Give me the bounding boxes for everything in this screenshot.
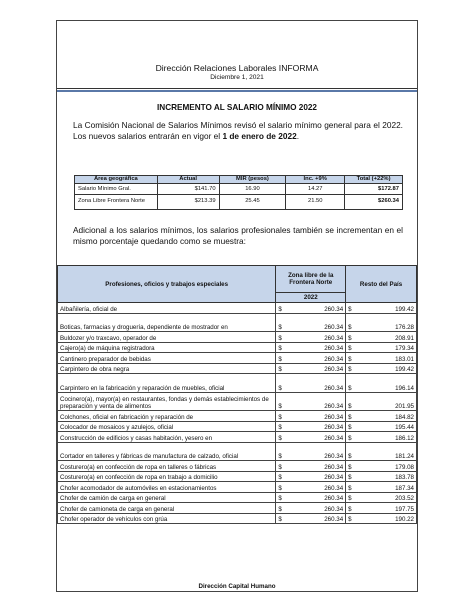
rest-wage-cell — [346, 492, 417, 503]
rest-wage-cell — [346, 303, 417, 314]
currency-symbol: $ — [278, 463, 282, 471]
wage-value: 260.34 — [324, 324, 344, 332]
currency-symbol: $ — [348, 474, 352, 482]
table-row — [58, 513, 417, 524]
zlfn-wage-cell — [276, 313, 346, 332]
currency-symbol: $ — [348, 516, 352, 524]
wage-value: 197.75 — [395, 505, 414, 513]
profession-name: Buldozer y/o traxcavo, operador de — [58, 332, 276, 343]
year-header: 2022 — [276, 293, 346, 303]
table-row — [58, 421, 417, 432]
summary-cell: $172.87 — [345, 183, 403, 194]
wage-value: 184.82 — [395, 413, 414, 421]
wage-value: 183.01 — [395, 355, 414, 363]
header-title: Dirección Relaciones Laborales INFORMA — [155, 63, 319, 73]
currency-symbol: $ — [278, 453, 282, 461]
zlfn-wage-cell — [276, 492, 346, 503]
wage-value: 260.34 — [324, 384, 344, 392]
intro-paragraph — [73, 120, 403, 142]
rest-wage-cell — [346, 482, 417, 493]
wage-value: 260.34 — [324, 516, 344, 524]
wage-value: 260.34 — [324, 505, 344, 513]
summary-cell: Salario Mínimo Gral. — [75, 183, 158, 194]
intro-end: . — [296, 131, 300, 141]
wage-value: 196.14 — [395, 384, 414, 392]
wage-value: 260.34 — [324, 334, 344, 342]
currency-symbol: $ — [348, 424, 352, 432]
wage-value: 195.44 — [395, 424, 414, 432]
currency-symbol: $ — [278, 434, 282, 442]
zlfn-wage-cell — [276, 411, 346, 422]
currency-symbol: $ — [278, 424, 282, 432]
table-row — [58, 432, 417, 443]
zlfn-wage-cell — [276, 471, 346, 482]
currency-symbol: $ — [348, 484, 352, 492]
zlfn-wage-cell — [276, 482, 346, 493]
rest-wage-cell — [346, 363, 417, 374]
wage-value: 260.34 — [324, 305, 344, 313]
wage-value: 260.34 — [324, 413, 344, 421]
wage-value: 199.42 — [395, 305, 414, 313]
wage-value: 181.24 — [395, 453, 414, 461]
table-row — [58, 342, 417, 353]
currency-symbol: $ — [348, 403, 352, 411]
zlfn-wage-cell — [276, 332, 346, 343]
wage-value: 260.34 — [324, 434, 344, 442]
zlfn-wage-cell — [276, 513, 346, 524]
profession-name: Costurero(a) en confección de ropa en trabajo a domicilio — [58, 471, 276, 482]
wage-value: 199.42 — [395, 366, 414, 374]
table-row — [58, 471, 417, 482]
rest-wage-cell — [346, 421, 417, 432]
wage-value: 260.34 — [324, 474, 344, 482]
table-row — [58, 332, 417, 343]
table-row — [58, 492, 417, 503]
zlfn-wage-cell — [276, 421, 346, 432]
rest-header: Resto del País — [346, 266, 417, 303]
wage-value: 208.91 — [395, 334, 414, 342]
rest-wage-cell — [346, 342, 417, 353]
profession-name: Chofer acomodador de automóviles en estacionamientos — [58, 482, 276, 493]
profession-name: Boticas, farmacias y droguería, dependiente de mostrador en — [58, 313, 276, 332]
professions-table — [57, 265, 417, 524]
wage-value: 176.28 — [395, 324, 414, 332]
currency-symbol: $ — [278, 484, 282, 492]
table-row — [58, 353, 417, 364]
summary-header-area: Área geográfica — [75, 176, 158, 184]
wage-value: 260.34 — [324, 403, 344, 411]
table-row — [58, 363, 417, 374]
summary-header-total: Total (+22%) — [345, 176, 403, 184]
footer-signature: Dirección Capital Humano — [198, 583, 276, 590]
rest-wage-cell — [346, 313, 417, 332]
currency-symbol: $ — [278, 474, 282, 482]
currency-symbol: $ — [348, 305, 352, 313]
profession-name: Albañilería, oficial de — [58, 303, 276, 314]
wage-value: 260.34 — [324, 355, 344, 363]
wage-value: 190.22 — [395, 516, 414, 524]
rest-wage-cell — [346, 353, 417, 364]
zlfn-wage-cell — [276, 461, 346, 472]
wage-value: 179.34 — [395, 345, 414, 353]
professions-header: Profesiones, oficios y trabajos especiales — [58, 266, 276, 303]
table-row — [58, 392, 417, 411]
profession-name: Cantinero preparador de bebidas — [58, 353, 276, 364]
profession-name: Carpintero en la fabricación y reparación de muebles, oficial — [58, 374, 276, 393]
rest-wage-cell — [346, 471, 417, 482]
summary-header-mir: MIR (pesos) — [219, 176, 286, 184]
zlfn-wage-cell — [276, 503, 346, 514]
wage-value: 260.34 — [324, 484, 344, 492]
wage-value: 260.34 — [324, 463, 344, 471]
document-title: INCREMENTO AL SALARIO MÍNIMO 2022 — [157, 103, 317, 112]
profession-name: Cajero(a) de máquina registradora — [58, 342, 276, 353]
zlfn-header: Zona libre de la Frontera Norte — [276, 266, 346, 293]
table-row — [58, 442, 417, 461]
header-divider — [57, 88, 417, 89]
summary-cell: Zona Libre Frontera Norte — [75, 194, 158, 209]
rest-wage-cell — [346, 392, 417, 411]
summary-cell: 16.90 — [219, 183, 286, 194]
currency-symbol: $ — [348, 334, 352, 342]
currency-symbol: $ — [348, 355, 352, 363]
table-row — [58, 411, 417, 422]
wage-value: 187.34 — [395, 484, 414, 492]
zlfn-wage-cell — [276, 442, 346, 461]
summary-header-inc: Inc. +9% — [286, 176, 345, 184]
header-accent-divider — [57, 90, 417, 92]
profession-name: Colocador de mosaicos y azulejos, oficial — [58, 421, 276, 432]
currency-symbol: $ — [348, 384, 352, 392]
currency-symbol: $ — [348, 453, 352, 461]
currency-symbol: $ — [278, 366, 282, 374]
profession-name: Cocinero(a), mayor(a) en restaurantes, fondas y demás establecimientos de preparación y venta de alimentos — [58, 392, 276, 411]
professions-table-body — [58, 303, 417, 524]
rest-wage-cell — [346, 442, 417, 461]
wage-value: 260.34 — [324, 424, 344, 432]
currency-symbol: $ — [348, 413, 352, 421]
summary-cell: $141.70 — [157, 183, 219, 194]
rest-wage-cell — [346, 432, 417, 443]
zlfn-wage-cell — [276, 342, 346, 353]
summary-cell: $260.34 — [345, 194, 403, 209]
profession-name: Chofer operador de vehículos con grúa — [58, 513, 276, 524]
currency-symbol: $ — [348, 463, 352, 471]
intro-text: La Comisión Nacional de Salarios Mínimos revisó el salario mínimo general para el 2022. Los nuevos salarios entrarán en vigor el — [73, 120, 403, 141]
wage-value: 179.08 — [395, 463, 414, 471]
profession-name: Carpintero de obra negra — [58, 363, 276, 374]
zlfn-wage-cell — [276, 303, 346, 314]
summary-cell: 21.50 — [286, 194, 345, 209]
currency-symbol: $ — [278, 403, 282, 411]
currency-symbol: $ — [348, 495, 352, 503]
profession-name: Costurero(a) en confección de ropa en talleres o fábricas — [58, 461, 276, 472]
summary-row — [75, 194, 403, 209]
currency-symbol: $ — [348, 366, 352, 374]
rest-wage-cell — [346, 461, 417, 472]
summary-header-actual: Actual — [157, 176, 219, 184]
table-row — [58, 374, 417, 393]
rest-wage-cell — [346, 332, 417, 343]
rest-wage-cell — [346, 374, 417, 393]
wage-value: 260.34 — [324, 366, 344, 374]
rest-wage-cell — [346, 503, 417, 514]
table-row — [58, 461, 417, 472]
wage-value: 260.34 — [324, 345, 344, 353]
currency-symbol: $ — [348, 434, 352, 442]
currency-symbol: $ — [278, 324, 282, 332]
currency-symbol: $ — [278, 334, 282, 342]
zlfn-wage-cell — [276, 392, 346, 411]
effective-date: 1 de enero de 2022 — [222, 131, 297, 141]
summary-table — [74, 175, 403, 210]
summary-row — [75, 183, 403, 194]
currency-symbol: $ — [278, 495, 282, 503]
currency-symbol: $ — [348, 324, 352, 332]
profession-name: Chofer de camión de carga en general — [58, 492, 276, 503]
currency-symbol: $ — [278, 505, 282, 513]
summary-cell: $213.39 — [157, 194, 219, 209]
zlfn-wage-cell — [276, 374, 346, 393]
additional-paragraph: Adicional a los salarios mínimos, los salarios profesionales también se incrementan en el mismo porcentaje quedando como se muestra: — [73, 225, 403, 246]
wage-value: 186.12 — [395, 434, 414, 442]
currency-symbol: $ — [278, 305, 282, 313]
zlfn-wage-cell — [276, 353, 346, 364]
profession-name: Colchones, oficial en fabricación y reparación de — [58, 411, 276, 422]
zlfn-wage-cell — [276, 432, 346, 443]
table-row — [58, 482, 417, 493]
wage-value: 201.95 — [395, 403, 414, 411]
wage-value: 260.34 — [324, 495, 344, 503]
profession-name: Construcción de edificios y casas habitación, yesero en — [58, 432, 276, 443]
currency-symbol: $ — [348, 505, 352, 513]
wage-value: 183.78 — [395, 474, 414, 482]
table-row — [58, 503, 417, 514]
wage-value: 260.34 — [324, 453, 344, 461]
currency-symbol: $ — [348, 345, 352, 353]
table-row — [58, 303, 417, 314]
document-page — [56, 20, 418, 592]
currency-symbol: $ — [278, 413, 282, 421]
currency-symbol: $ — [278, 516, 282, 524]
summary-cell: 14.27 — [286, 183, 345, 194]
profession-name: Chofer de camioneta de carga en general — [58, 503, 276, 514]
rest-wage-cell — [346, 513, 417, 524]
currency-symbol: $ — [278, 345, 282, 353]
table-row — [58, 313, 417, 332]
rest-wage-cell — [346, 411, 417, 422]
summary-cell: 25.45 — [219, 194, 286, 209]
currency-symbol: $ — [278, 355, 282, 363]
header-date: Diciembre 1, 2021 — [210, 74, 264, 81]
currency-symbol: $ — [278, 384, 282, 392]
profession-name: Cortador en talleres y fábricas de manufactura de calzado, oficial — [58, 442, 276, 461]
zlfn-wage-cell — [276, 363, 346, 374]
wage-value: 203.52 — [395, 495, 414, 503]
